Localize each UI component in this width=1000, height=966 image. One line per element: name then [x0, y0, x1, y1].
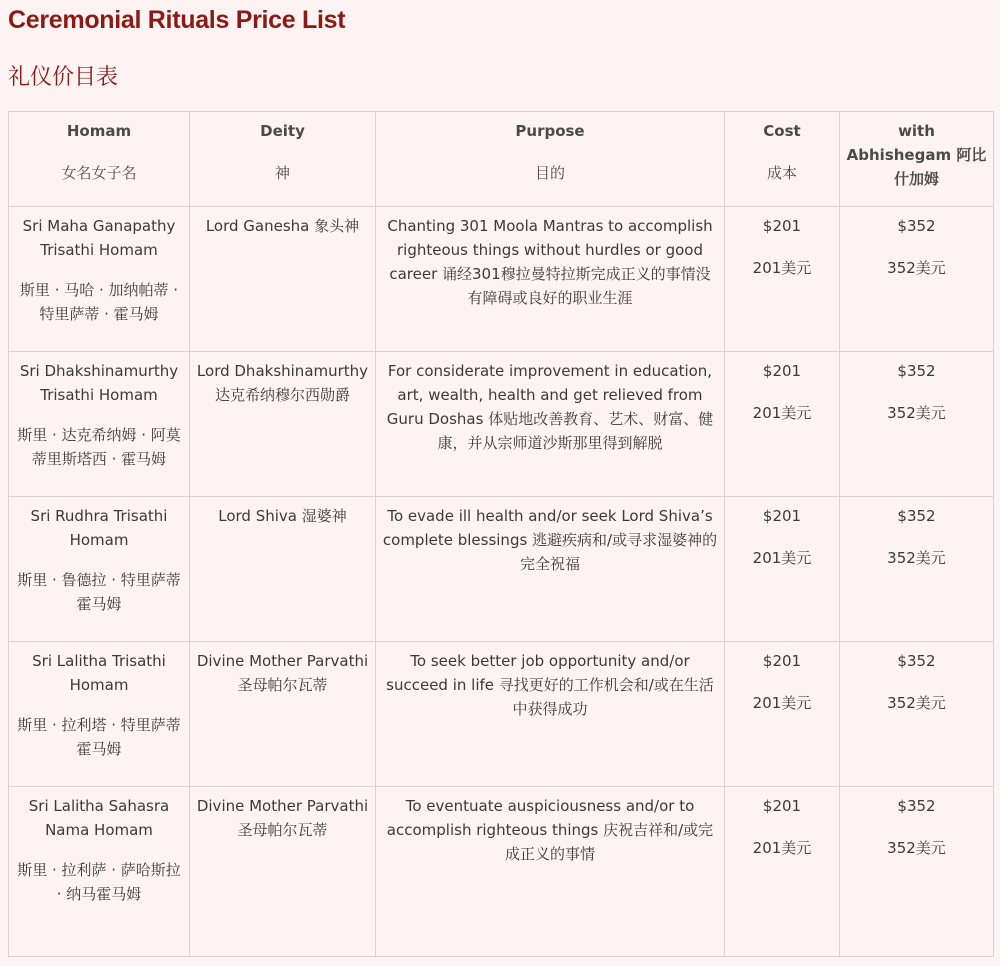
with-abhishegam-cell [840, 642, 994, 787]
purpose-text: To eventuate auspiciousness and/or to accomplish righteous things 庆祝吉祥和/或完成正义的事情 [386, 797, 714, 863]
purpose-cell [376, 642, 725, 787]
with-usd: $352 [897, 797, 936, 815]
price-table [8, 111, 994, 957]
cost-zh: 201美元 [752, 839, 812, 857]
purpose-text: To evade ill health and/or seek Lord Shiva’s complete blessings 逃避疾病和/或寻求湿婆神的完全祝福 [382, 507, 718, 573]
deity-cell [190, 497, 376, 642]
table-row [9, 207, 994, 352]
header-purpose [376, 112, 725, 207]
purpose-cell [376, 787, 725, 957]
table-row [9, 642, 994, 787]
purpose-text: Chanting 301 Moola Mantras to accomplish righteous things without hurdles or good career 诵经301穆拉曼特拉斯完成正义的事情没有障碍或良好的职业生涯 [387, 217, 713, 307]
deity-cell [190, 352, 376, 497]
cost-usd: $201 [762, 507, 802, 525]
deity-cell [190, 787, 376, 957]
header-cost-en: Cost [763, 122, 801, 140]
homam-cell [9, 787, 190, 957]
with-zh: 352美元 [887, 694, 946, 712]
homam-name-en: Sri Maha Ganapathy Trisathi Homam [22, 217, 176, 259]
cost-usd: $201 [762, 362, 802, 380]
purpose-text: For considerate improvement in education, art, wealth, health and get relieved from Guru Doshas 体贴地改善教育、艺术、财富、健康，并从宗师道沙斯那里得到解脱 [386, 362, 714, 452]
cost-usd: $201 [762, 797, 802, 815]
table-header [9, 112, 994, 207]
with-zh: 352美元 [887, 839, 946, 857]
page-subtitle-zh: 礼仪价目表 [8, 65, 119, 90]
homam-name-zh: 斯里 · 鲁德拉 · 特里萨蒂霍马姆 [17, 571, 181, 613]
deity-text: Lord Dhakshinamurthy 达克希纳穆尔西勋爵 [196, 362, 369, 404]
with-usd: $352 [897, 507, 936, 525]
header-deity-zh: 神 [274, 164, 290, 182]
header-purpose-zh: 目的 [534, 164, 565, 182]
header-homam-en: Homam [66, 122, 132, 140]
with-abhishegam-cell [840, 352, 994, 497]
homam-cell [9, 497, 190, 642]
cost-zh: 201美元 [752, 259, 812, 277]
with-abhishegam-cell [840, 497, 994, 642]
homam-name-en: Sri Rudhra Trisathi Homam [30, 507, 168, 549]
with-abhishegam-cell [840, 787, 994, 957]
deity-text: Lord Shiva 湿婆神 [218, 507, 347, 525]
cost-usd: $201 [762, 217, 802, 235]
with-usd: $352 [897, 652, 936, 670]
header-homam-zh: 女名女子名 [61, 164, 137, 182]
deity-text: Lord Ganesha 象头神 [205, 217, 360, 235]
with-zh: 352美元 [887, 549, 946, 567]
cost-cell [725, 207, 840, 352]
deity-cell [190, 642, 376, 787]
homam-cell [9, 642, 190, 787]
homam-name-en: Sri Lalitha Sahasra Nama Homam [28, 797, 170, 839]
header-cost-zh: 成本 [766, 164, 797, 182]
cost-cell [725, 787, 840, 957]
deity-cell [190, 207, 376, 352]
homam-name-zh: 斯里 · 拉利塔 · 特里萨蒂霍马姆 [17, 716, 181, 758]
header-deity [190, 112, 376, 207]
cost-cell [725, 642, 840, 787]
purpose-cell [376, 352, 725, 497]
table-body [9, 207, 994, 957]
homam-name-en: Sri Dhakshinamurthy Trisathi Homam [19, 362, 179, 404]
header-deity-en: Deity [260, 122, 305, 140]
with-abhishegam-cell [840, 207, 994, 352]
header-row [9, 112, 994, 207]
homam-name-zh: 斯里 · 马哈 · 加纳帕蒂 · 特里萨蒂 · 霍马姆 [19, 281, 179, 323]
deity-text: Divine Mother Parvathi 圣母帕尔瓦蒂 [196, 797, 369, 839]
cost-zh: 201美元 [752, 549, 812, 567]
page-title: Ceremonial Rituals Price List [8, 6, 346, 34]
cost-zh: 201美元 [752, 694, 812, 712]
with-zh: 352美元 [887, 259, 946, 277]
header-cost [725, 112, 840, 207]
homam-name-zh: 斯里 · 达克希纳姆 · 阿莫蒂里斯塔西 · 霍马姆 [17, 426, 181, 468]
cost-usd: $201 [762, 652, 802, 670]
homam-cell [9, 207, 190, 352]
header-purpose-en: Purpose [515, 122, 585, 140]
homam-cell [9, 352, 190, 497]
deity-text: Divine Mother Parvathi 圣母帕尔瓦蒂 [196, 652, 369, 694]
table-row [9, 787, 994, 957]
header-homam [9, 112, 190, 207]
cost-cell [725, 352, 840, 497]
with-usd: $352 [897, 217, 936, 235]
with-usd: $352 [897, 362, 936, 380]
purpose-cell [376, 207, 725, 352]
cost-zh: 201美元 [752, 404, 812, 422]
cost-cell [725, 497, 840, 642]
purpose-cell [376, 497, 725, 642]
header-with-en: with [898, 122, 935, 140]
table-row [9, 497, 994, 642]
homam-name-zh: 斯里 · 拉利萨 · 萨哈斯拉 · 纳马霍马姆 [17, 861, 181, 903]
with-zh: 352美元 [887, 404, 946, 422]
homam-name-en: Sri Lalitha Trisathi Homam [32, 652, 166, 694]
header-with-abhishegam [840, 112, 994, 207]
table-row [9, 352, 994, 497]
header-with-rest: Abhishegam 阿比什加姆 [846, 146, 987, 188]
purpose-text: To seek better job opportunity and/or succeed in life 寻找更好的工作机会和/或在生活中获得成功 [386, 652, 714, 718]
